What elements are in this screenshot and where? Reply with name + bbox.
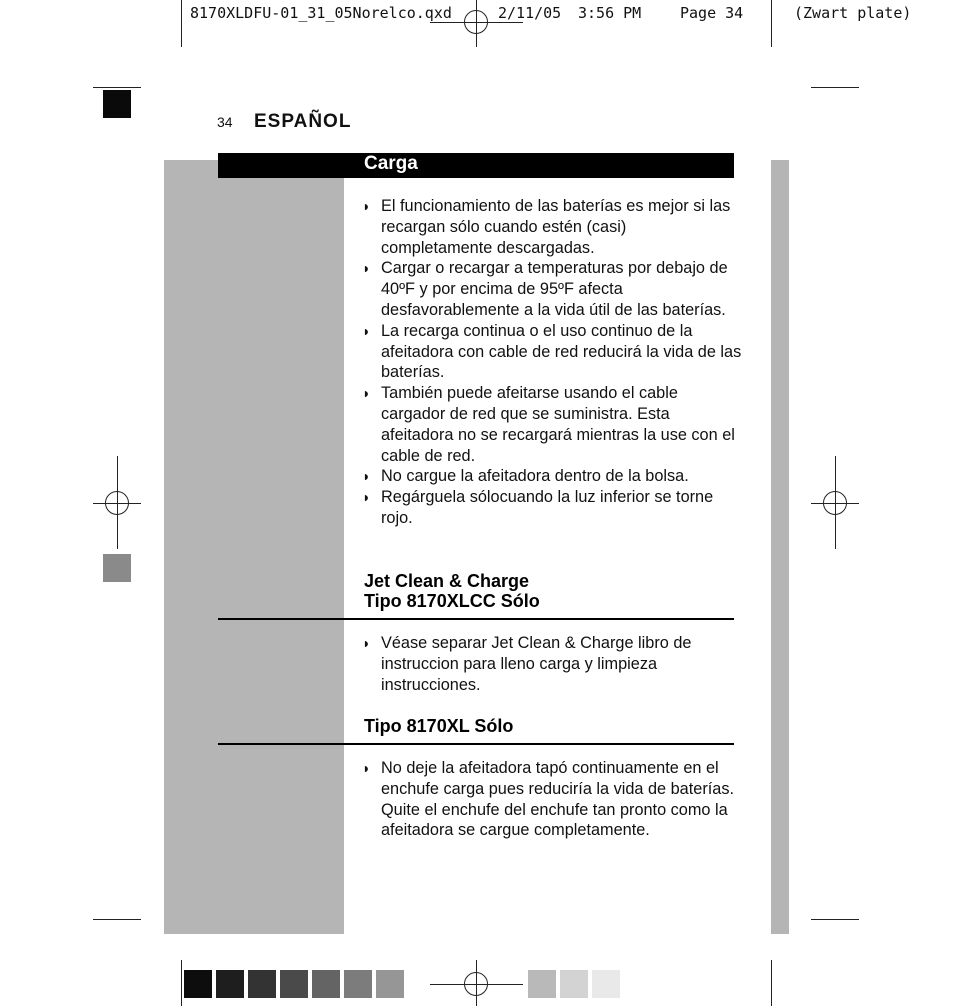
color-bar-swatch (592, 970, 620, 998)
list-item: ◗ No cargue la afeitadora dentro de la bolsa. (362, 467, 689, 486)
list-item: ◗ Véase separar Jet Clean & Charge libro de instruccion para lleno carga y limpieza instrucciones. (362, 634, 692, 694)
bullet-marker-icon: ◗ (362, 322, 371, 339)
list-item: ◗ No deje la afeitadora tapó continuamente en el enchufe carga pues reduciría la vida de baterías. Quite el enchufe del enchufe tan pronto como la afeitadora se cargue completamente. (362, 759, 734, 840)
list-item: ◗ También puede afeitarse usando el cable cargador de red que se suministra. Esta afeitadora no se recargará mientras la use con el cable de red. (362, 384, 735, 465)
crop-mark (771, 960, 772, 1006)
section-rule (218, 618, 734, 620)
crop-mark (181, 960, 182, 1006)
xl-only-heading: Tipo 8170XL Sólo (364, 716, 514, 736)
bullet-marker-icon: ◗ (362, 760, 371, 776)
jet-clean-bullet-list (362, 633, 742, 695)
black-swatch (103, 90, 131, 118)
bullet-marker-icon: ◗ (362, 198, 371, 214)
bullet-marker-icon: ◗ (362, 468, 371, 485)
section-rule (218, 743, 734, 745)
bullet-marker-icon: ◗ (362, 260, 371, 277)
list-item: ◗ La recarga continua o el uso continuo de la afeitadora con cable de red reducirá la vida de las baterías. (362, 321, 742, 382)
section-title-bar (218, 153, 734, 178)
slug-plate: (Zwart plate) (794, 4, 912, 22)
color-bar-swatch (344, 970, 372, 998)
list-item: ◗ Regárguela sólocuando la luz inferior se torne rojo. (362, 488, 714, 527)
bullet-marker-icon: ◗ (362, 385, 371, 402)
color-bar-swatch (376, 970, 404, 998)
list-item: ◗ El funcionamiento de las baterías es mejor si las recargan sólo cuando estén (casi) completamente descargadas. (362, 197, 731, 257)
language-heading: ESPAÑOL (254, 111, 352, 132)
jet-clean-heading-line2: Tipo 8170XLCC Sólo (364, 591, 540, 611)
color-bar-swatch (528, 970, 556, 998)
right-gray-strip (771, 160, 789, 934)
crop-mark (93, 919, 141, 920)
crop-mark (811, 919, 859, 920)
charging-bullet-list (362, 196, 742, 529)
crop-mark (181, 0, 182, 47)
color-bar-swatch (312, 970, 340, 998)
crop-mark (811, 87, 859, 88)
slug-file-info: 8170XLDFU-01_31_05Norelco.qxd (190, 4, 452, 22)
section-title: Carga (364, 153, 418, 174)
color-bar-swatch (248, 970, 276, 998)
color-bar-swatch (560, 970, 588, 998)
gray-swatch (103, 554, 131, 582)
crop-mark (771, 0, 772, 47)
color-bar-swatch (280, 970, 308, 998)
jet-clean-heading-line1: Jet Clean & Charge (364, 571, 530, 591)
xl-only-bullet-list (362, 758, 742, 841)
crop-mark (93, 87, 141, 88)
bullet-marker-icon: ◗ (362, 635, 371, 651)
color-bar-swatch (184, 970, 212, 998)
list-item: ◗ Cargar o recargar a temperaturas por debajo de 40ºF y por encima de 95ºF afecta desfavorablemente a la vida útil de las baterías. (362, 259, 728, 319)
slug-page-label: Page 34 (680, 4, 744, 22)
bullet-marker-icon: ◗ (362, 489, 371, 506)
page-number: 34 (217, 114, 233, 130)
color-bar-swatch (216, 970, 244, 998)
slug-time: 3:56 PM (578, 4, 642, 22)
left-gray-panel (164, 160, 344, 934)
slug-date: 2/11/05 (498, 4, 562, 22)
